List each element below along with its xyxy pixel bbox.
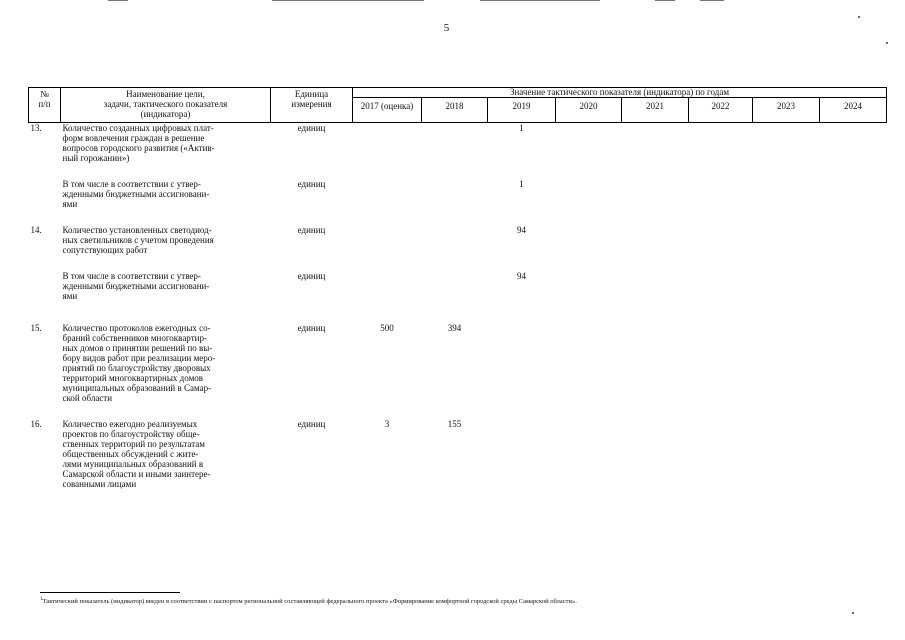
row-value (753, 179, 820, 209)
row-value (422, 271, 488, 301)
row-value (622, 419, 689, 489)
spacer-cell (29, 403, 887, 419)
row-name: В том числе в соответствии с утвер- жденными бюджетными ассигновани- ями (62, 179, 210, 209)
row-number (29, 179, 61, 209)
row-value (820, 225, 887, 255)
row-number: 14. (30, 225, 42, 235)
row-number: 15. (30, 323, 42, 333)
indicator-table (28, 87, 887, 489)
footnote-rule (40, 592, 180, 593)
row-value (820, 123, 887, 164)
row-spacer (29, 403, 887, 419)
row-value (556, 419, 622, 489)
row-name: Количество установленных светодиод- ных светильников с учетом проведения сопутствующих работ (62, 225, 214, 255)
header-year: 2023 (753, 98, 820, 123)
row-number (29, 271, 61, 301)
row-value (622, 179, 689, 209)
row-value (820, 419, 887, 489)
header-year: 2022 (689, 98, 753, 123)
row-value (820, 323, 887, 403)
row-value (622, 271, 689, 301)
page-number: 5 (443, 22, 450, 34)
row-value (753, 225, 820, 255)
row-value: 1 (519, 179, 524, 189)
scan-speck (852, 612, 854, 614)
row-value (488, 419, 556, 489)
row-value (753, 271, 820, 301)
row-name: В том числе в соответствии с утвер- жденными бюджетными ассигновани- ями (62, 271, 210, 301)
row-value (422, 225, 488, 255)
row-unit: единиц (297, 123, 326, 133)
row-value (556, 225, 622, 255)
row-value (556, 271, 622, 301)
row-unit: единиц (297, 225, 326, 235)
table-row (29, 123, 887, 164)
row-value (753, 123, 820, 164)
row-value (353, 123, 422, 164)
row-value (556, 123, 622, 164)
row-name: Количество протоколов ежегодных со- браний собственников многоквартир- ных домов о принятии решений по вы- бору видов работ при реализации меро- приятий по благоустройству дворовых территорий многоквартирных домов муниципальных образований в Самар- ской области (62, 323, 216, 403)
footnote (40, 597, 577, 605)
row-value (556, 323, 622, 403)
header-name: Наименование цели, задачи, тактического показателя (индикатора) (61, 88, 271, 123)
header-year: 2019 (488, 98, 556, 123)
row-value (689, 123, 753, 164)
scan-speck (886, 42, 888, 44)
header-year: 2024 (820, 98, 887, 123)
header-year: 2021 (622, 98, 689, 123)
scan-rule (108, 0, 128, 1)
spacer-cell (29, 163, 887, 179)
scan-rule (272, 0, 424, 1)
table-row (29, 323, 887, 403)
header-year: 2020 (556, 98, 622, 123)
table-row (29, 179, 887, 209)
row-spacer (29, 163, 887, 179)
row-name: Количество ежегодно реализуемых проектов по благоустройству обще- ственных территорий по результатам общественных обсуждений с жите- лями муниципальных образований в Самарской области и иными заинтере- сованными лицами (62, 419, 211, 489)
row-name: Количество созданных цифровых плат- форм вовлечения граждан в решение вопросов городского развития («Актив- ный горожанин») (62, 123, 215, 163)
footnote-text: Тактический показатель (индикатор) введен в соответствии с паспортом региональной составляющей федерального проекта «Формирование комфортной городской среды Самарской области». (42, 598, 577, 606)
row-value (422, 179, 488, 209)
scan-speck (858, 16, 860, 18)
row-number: 13. (30, 123, 42, 133)
header-num: № п/п (29, 88, 61, 123)
spacer-cell (29, 255, 887, 271)
row-value: 3 (384, 419, 390, 429)
header-year: 2017 (оценка) (353, 98, 422, 123)
row-value (689, 225, 753, 255)
row-value (753, 323, 820, 403)
row-unit: единиц (297, 179, 326, 189)
row-value (689, 419, 753, 489)
row-value (353, 271, 422, 301)
header-year: 2018 (422, 98, 488, 123)
row-value (622, 123, 689, 164)
row-value: 394 (447, 323, 462, 333)
row-value (422, 123, 488, 164)
spacer-cell (29, 301, 887, 323)
row-value: 500 (380, 323, 394, 333)
header-unit: Единица измерения (271, 88, 353, 123)
row-value (689, 323, 753, 403)
row-unit: единиц (297, 271, 326, 281)
row-value (622, 225, 689, 255)
header-values-group: Значение тактического показателя (индикатора) по годам (353, 88, 887, 98)
scan-rule (480, 0, 600, 1)
row-value (353, 225, 422, 255)
row-spacer (29, 255, 887, 271)
row-value: 94 (517, 225, 526, 235)
table-row (29, 419, 887, 489)
row-unit: единиц (297, 323, 326, 333)
row-value: 1 (519, 123, 524, 133)
scan-rule (700, 0, 724, 1)
row-value: 155 (447, 419, 462, 429)
row-value (622, 323, 689, 403)
row-value (753, 419, 820, 489)
table-row (29, 225, 887, 255)
row-value (820, 271, 887, 301)
table-row (29, 271, 887, 301)
row-spacer (29, 301, 887, 323)
spacer-cell (29, 209, 887, 225)
row-unit: единиц (297, 419, 326, 429)
row-value (556, 179, 622, 209)
row-value (689, 179, 753, 209)
row-value (353, 179, 422, 209)
row-number: 16. (30, 419, 42, 429)
row-value: 94 (517, 271, 526, 281)
row-value (689, 271, 753, 301)
row-spacer (29, 209, 887, 225)
scan-rule (655, 0, 675, 1)
row-value (820, 179, 887, 209)
row-value (488, 323, 556, 403)
footnote-marker: 1 (40, 597, 43, 602)
